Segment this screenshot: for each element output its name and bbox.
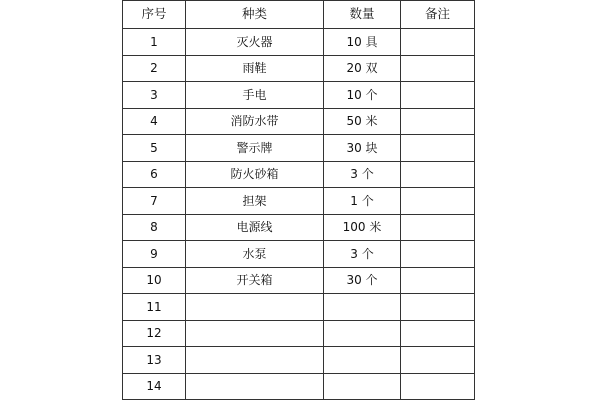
- cell-remark: [401, 188, 475, 215]
- cell-quantity: 10 个: [324, 82, 401, 109]
- inventory-table: [122, 0, 475, 400]
- cell-seq: 5: [123, 135, 186, 162]
- cell-quantity: 3 个: [324, 161, 401, 188]
- cell-seq: 1: [123, 29, 186, 56]
- cell-quantity: 1 个: [324, 188, 401, 215]
- table-header: [123, 1, 475, 29]
- cell-seq: 2: [123, 55, 186, 82]
- table-row: [123, 135, 475, 162]
- cell-seq: 4: [123, 108, 186, 135]
- cell-remark: [401, 294, 475, 321]
- cell-remark: [401, 161, 475, 188]
- cell-type: [186, 294, 324, 321]
- table-row: [123, 267, 475, 294]
- table-row: [123, 161, 475, 188]
- table-row: [123, 82, 475, 109]
- table-row: [123, 55, 475, 82]
- cell-seq: 8: [123, 214, 186, 241]
- table-row: [123, 294, 475, 321]
- cell-seq: 10: [123, 267, 186, 294]
- cell-seq: 7: [123, 188, 186, 215]
- cell-type: 电源线: [186, 214, 324, 241]
- cell-type: 开关箱: [186, 267, 324, 294]
- cell-type: [186, 320, 324, 347]
- cell-type: 雨鞋: [186, 55, 324, 82]
- header-row: [123, 1, 475, 29]
- cell-type: 手电: [186, 82, 324, 109]
- table-body: [123, 29, 475, 400]
- header-seq: 序号: [123, 1, 186, 29]
- cell-remark: [401, 135, 475, 162]
- cell-remark: [401, 108, 475, 135]
- header-remark: 备注: [401, 1, 475, 29]
- cell-seq: 13: [123, 347, 186, 374]
- cell-quantity: 10 具: [324, 29, 401, 56]
- cell-remark: [401, 241, 475, 268]
- cell-remark: [401, 82, 475, 109]
- cell-quantity: 3 个: [324, 241, 401, 268]
- table-row: [123, 29, 475, 56]
- cell-quantity: [324, 347, 401, 374]
- cell-seq: 6: [123, 161, 186, 188]
- cell-quantity: 30 块: [324, 135, 401, 162]
- cell-type: 警示牌: [186, 135, 324, 162]
- cell-remark: [401, 29, 475, 56]
- table-row: [123, 347, 475, 374]
- cell-quantity: 20 双: [324, 55, 401, 82]
- cell-remark: [401, 267, 475, 294]
- cell-remark: [401, 347, 475, 374]
- cell-type: [186, 347, 324, 374]
- table-row: [123, 241, 475, 268]
- cell-quantity: [324, 373, 401, 400]
- table-row: [123, 373, 475, 400]
- table-row: [123, 214, 475, 241]
- cell-seq: 14: [123, 373, 186, 400]
- table-row: [123, 188, 475, 215]
- header-quantity: 数量: [324, 1, 401, 29]
- cell-quantity: [324, 320, 401, 347]
- cell-remark: [401, 214, 475, 241]
- cell-quantity: 30 个: [324, 267, 401, 294]
- cell-seq: 3: [123, 82, 186, 109]
- cell-quantity: 50 米: [324, 108, 401, 135]
- cell-seq: 9: [123, 241, 186, 268]
- cell-type: 灭火器: [186, 29, 324, 56]
- cell-quantity: [324, 294, 401, 321]
- cell-remark: [401, 55, 475, 82]
- cell-type: 防火砂箱: [186, 161, 324, 188]
- cell-seq: 12: [123, 320, 186, 347]
- cell-remark: [401, 320, 475, 347]
- cell-quantity: 100 米: [324, 214, 401, 241]
- table-row: [123, 320, 475, 347]
- cell-seq: 11: [123, 294, 186, 321]
- cell-type: [186, 373, 324, 400]
- cell-remark: [401, 373, 475, 400]
- cell-type: 担架: [186, 188, 324, 215]
- cell-type: 消防水带: [186, 108, 324, 135]
- cell-type: 水泵: [186, 241, 324, 268]
- header-type: 种类: [186, 1, 324, 29]
- table-row: [123, 108, 475, 135]
